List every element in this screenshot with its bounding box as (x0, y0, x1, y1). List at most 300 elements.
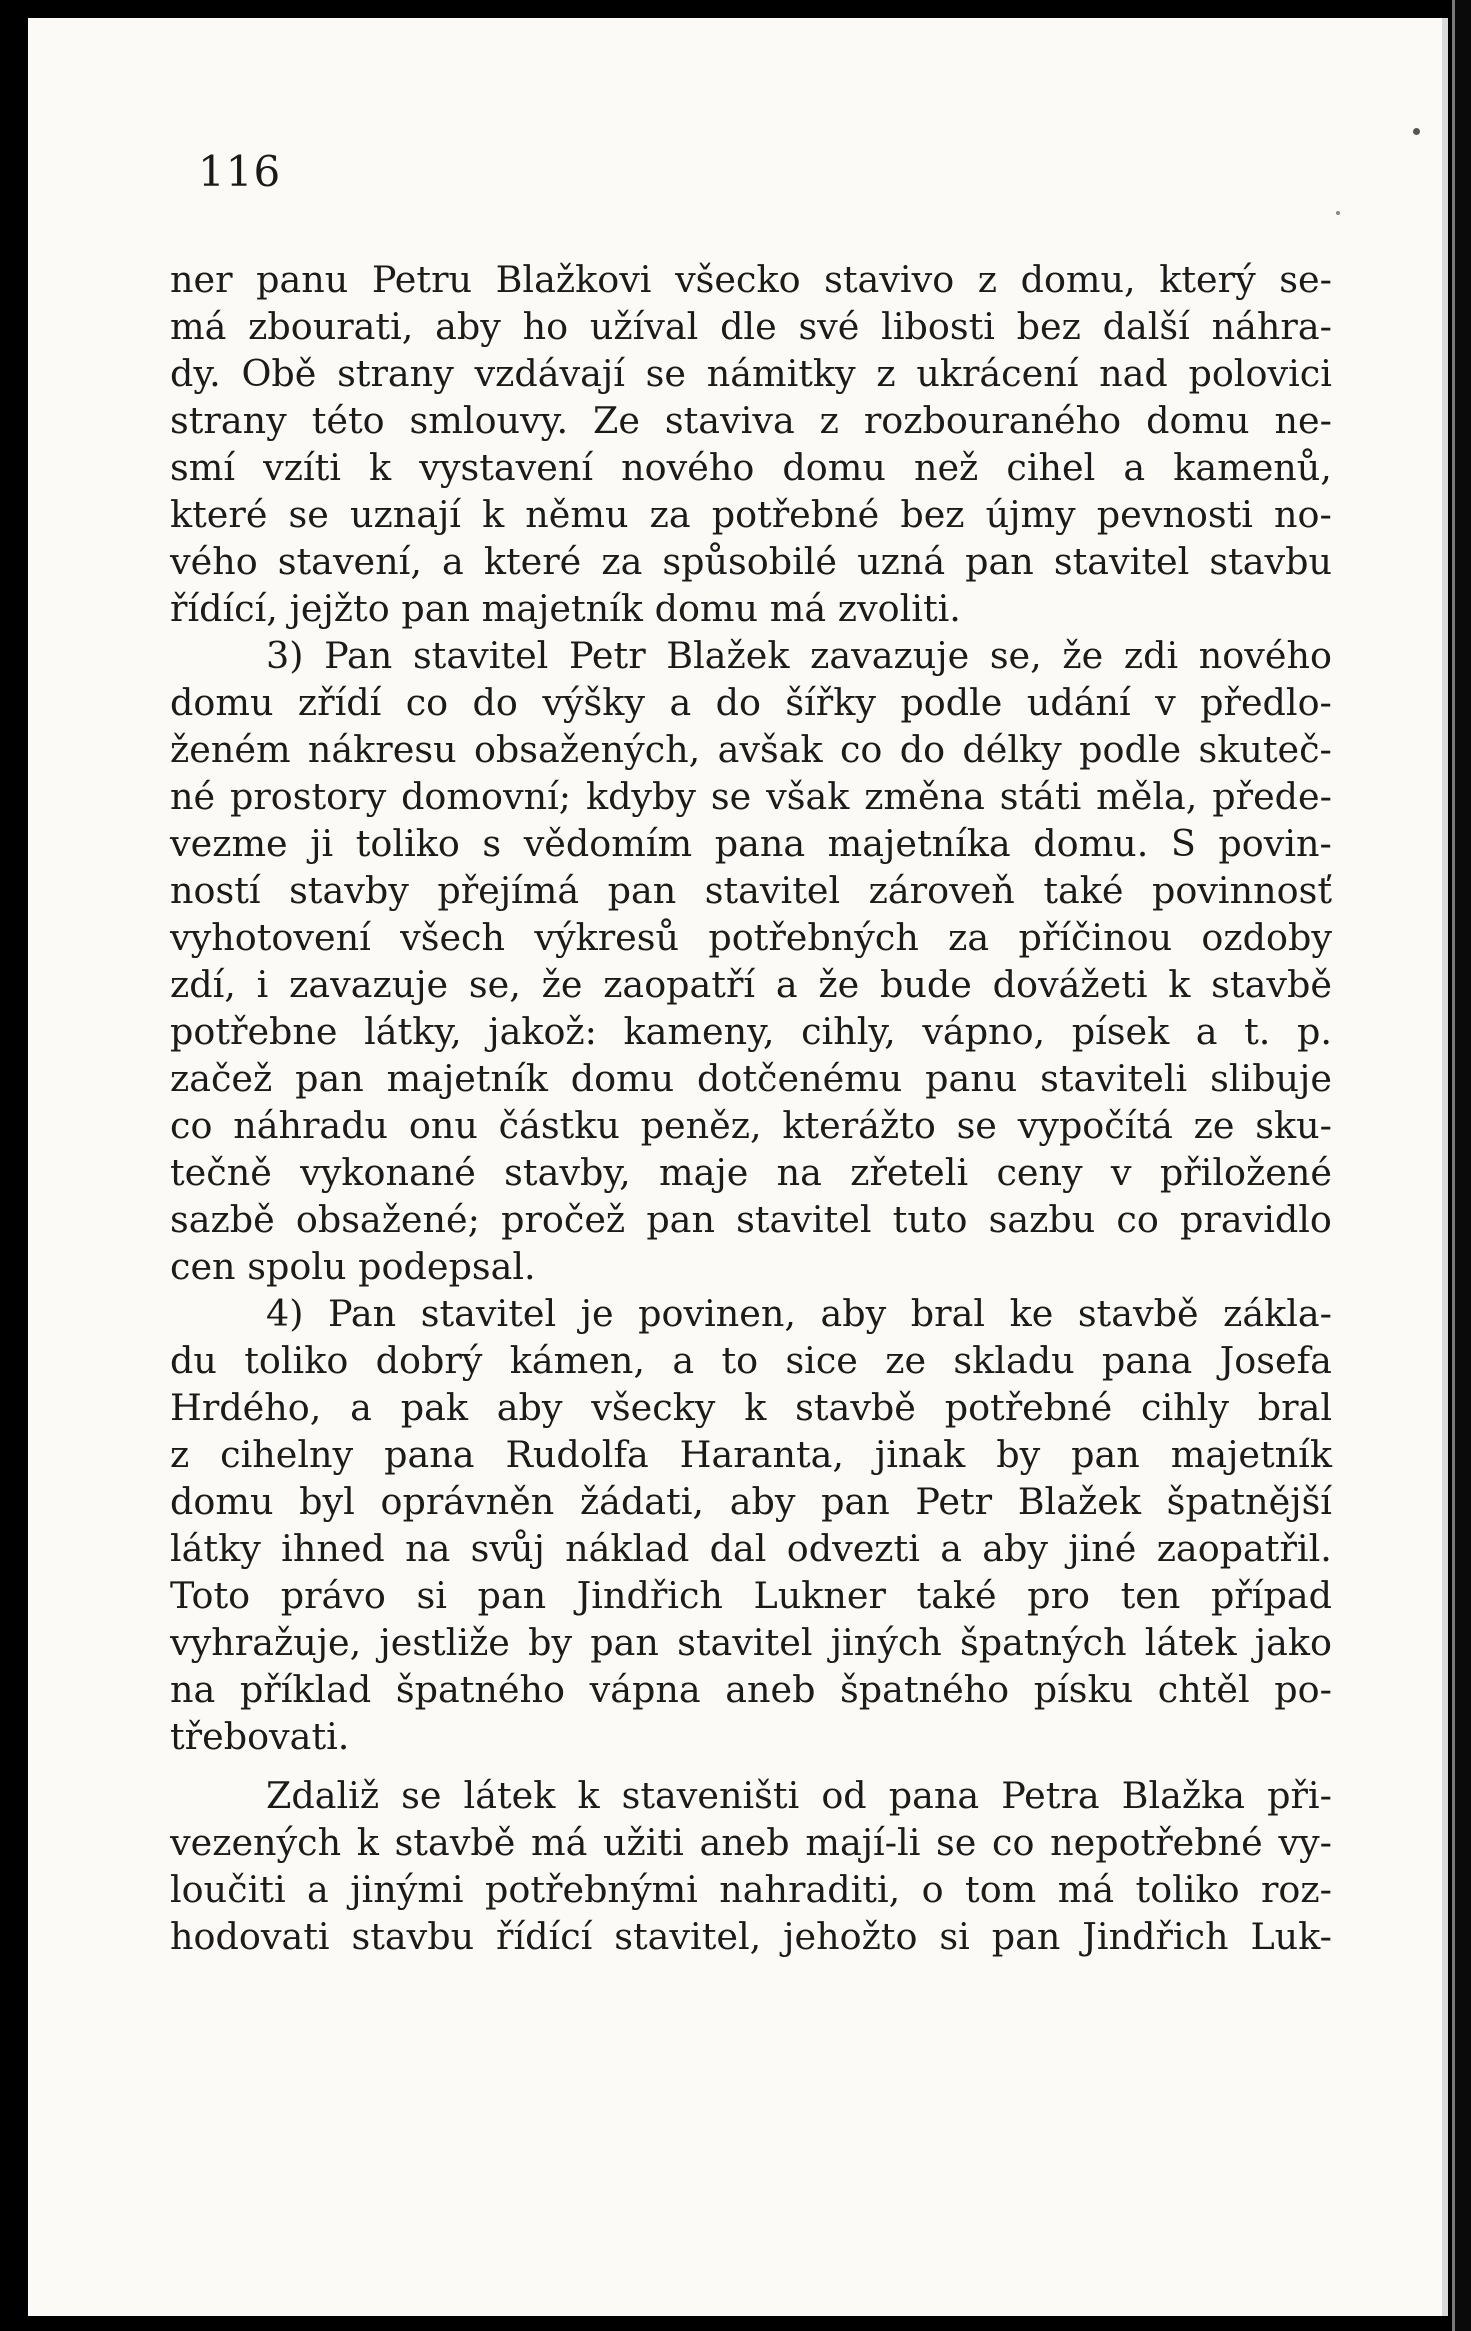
word: domu (570, 1057, 675, 1100)
word: stavitel (704, 869, 841, 912)
word: nahraditi, (719, 1868, 901, 1911)
text-line (170, 1431, 1332, 1478)
word: užíval (589, 305, 699, 348)
word: stavbě (795, 1386, 916, 1429)
word: rozbouraného (863, 399, 1122, 442)
word: du (170, 1339, 217, 1382)
word: ceny (996, 1151, 1083, 1194)
word: stavby, (504, 1151, 631, 1194)
word: co (992, 1821, 1035, 1864)
word: změna (864, 775, 985, 818)
word: němu (525, 493, 629, 536)
word: který (1159, 258, 1256, 301)
word: písek (1071, 1010, 1170, 1053)
word: písku (1033, 1668, 1134, 1711)
word: stavitel (1053, 540, 1190, 583)
word: žádati, (579, 1480, 705, 1523)
word: ten (1120, 1574, 1181, 1617)
word: aby (982, 1527, 1048, 1570)
word: stavbě (394, 1821, 516, 1864)
word: má (170, 305, 227, 348)
word: co (170, 1104, 213, 1147)
word: však (766, 775, 850, 818)
word: dovážeti (992, 963, 1148, 1006)
word: p. (1296, 1010, 1332, 1053)
word: že (818, 963, 860, 1006)
word: vápna (589, 1668, 701, 1711)
word: je (580, 1292, 614, 1335)
word: nepotřebné (1050, 1821, 1263, 1864)
word: Obě (241, 352, 317, 395)
word: ner (170, 258, 233, 301)
word: pan (295, 1057, 364, 1100)
word: cen (170, 1245, 236, 1288)
word: tom (965, 1868, 1037, 1911)
word: by (996, 1433, 1041, 1476)
ink-speck (1413, 128, 1420, 135)
word: všech (400, 916, 506, 959)
word: se- (1279, 258, 1332, 301)
word: kdyby (585, 775, 697, 818)
word: stavitel, (614, 1915, 762, 1958)
word: povinnosť (1151, 869, 1332, 912)
word: po- (1274, 1668, 1332, 1711)
word: vezených (170, 1821, 342, 1864)
word: loučiti (170, 1868, 286, 1911)
word: pevnosti (1096, 493, 1253, 536)
word: a (940, 1527, 962, 1570)
word: zavazuje (810, 634, 970, 677)
word: se (288, 493, 329, 536)
word: náklad (565, 1527, 690, 1570)
word: Ze (592, 399, 640, 442)
word: řídící (496, 1915, 593, 1958)
word: dal (709, 1527, 767, 1570)
word: na (405, 1527, 451, 1570)
word: do (899, 728, 946, 771)
text-line (170, 1149, 1332, 1196)
text-line (170, 1290, 1332, 1337)
text-line (170, 397, 1332, 444)
word: Pan (328, 1292, 397, 1335)
word: dotčenému (697, 1057, 903, 1100)
word: ke (1009, 1292, 1054, 1335)
word: prostory (229, 775, 387, 818)
word: si (416, 1574, 447, 1617)
word: né (170, 775, 216, 818)
word: domu (654, 587, 759, 630)
word: nového (1198, 634, 1332, 677)
text-line (170, 1619, 1332, 1666)
word: které (483, 540, 582, 583)
word: začež (170, 1057, 273, 1100)
word: zřídí (297, 681, 382, 724)
word: Haranta, (679, 1433, 844, 1476)
word: Jindřich (576, 1574, 723, 1617)
word: této (311, 399, 385, 442)
scan-edge (1452, 0, 1471, 2331)
word: libosti (881, 305, 995, 348)
word: potřebných (708, 916, 919, 959)
word: zbourati, (248, 305, 414, 348)
word: domovní; (401, 775, 572, 818)
word: pana (714, 822, 806, 865)
word: domu. (1033, 822, 1149, 865)
word: stavitel (420, 1292, 557, 1335)
word: sazbu (988, 1198, 1096, 1241)
word: ihned (281, 1527, 385, 1570)
word: Petra (1001, 1774, 1100, 1817)
word: byl (299, 1480, 355, 1523)
word: jinak (874, 1433, 966, 1476)
word: majetník (386, 1057, 548, 1100)
word: stavbu (351, 1915, 475, 1958)
word: podle (1079, 728, 1182, 771)
word: cihly, (801, 1010, 896, 1053)
word: nového (621, 446, 755, 489)
word: vyhotovení (170, 916, 371, 959)
word: Blažkovi (495, 258, 652, 301)
word: cihel (1006, 446, 1096, 489)
word: si (939, 1915, 970, 1958)
word: stavení, (277, 540, 422, 583)
text-line (170, 1384, 1332, 1431)
word: staveništi (621, 1774, 800, 1817)
word: a (350, 1386, 372, 1429)
word: Pan (324, 634, 393, 677)
word: příklad (239, 1668, 372, 1711)
word: obsažené; (295, 1198, 480, 1241)
word: náhradu (233, 1104, 389, 1147)
text-line (170, 1478, 1332, 1525)
word: toliko (355, 822, 460, 865)
page-number: 116 (198, 147, 282, 196)
word: to (721, 1339, 759, 1382)
word: zaopatřil. (1156, 1527, 1332, 1570)
word: měla, (1096, 775, 1198, 818)
word: a (669, 681, 692, 724)
word: strany (170, 399, 287, 442)
word: se (401, 1774, 442, 1817)
word: zřeteli (850, 1151, 969, 1194)
word: spolu (247, 1245, 347, 1288)
word: k (577, 1774, 600, 1817)
text-line (170, 1243, 1332, 1290)
word: pan (1071, 1433, 1140, 1476)
word: roz- (1260, 1868, 1332, 1911)
word: že (541, 963, 583, 1006)
word: zákla- (1223, 1292, 1332, 1335)
word: zavazuje (289, 963, 449, 1006)
word: státi (999, 775, 1082, 818)
word: vy- (1278, 1821, 1332, 1864)
word: pana (888, 1774, 980, 1817)
word: a (672, 1339, 695, 1382)
word: pan (590, 1621, 659, 1664)
word: Zdaliž (266, 1774, 380, 1817)
book-page (28, 18, 1448, 2316)
text-line (170, 444, 1332, 491)
word: do (715, 681, 761, 724)
word: stavivo (824, 258, 955, 301)
word: ho (522, 305, 569, 348)
word: hodovati (170, 1915, 330, 1958)
word: ze (1193, 1104, 1235, 1147)
word: i (256, 963, 269, 1006)
word: a (1195, 1010, 1218, 1053)
text-line (170, 350, 1332, 397)
word: mají-li (805, 1821, 921, 1864)
word: při- (1267, 1774, 1332, 1817)
word: pana (384, 1433, 475, 1476)
word: toliko (1135, 1868, 1240, 1911)
word: má (530, 1821, 588, 1864)
word: povinen, (638, 1292, 796, 1335)
word: pan (401, 587, 470, 630)
word: stavbě (1211, 963, 1332, 1006)
word: ozdoby (1201, 916, 1332, 959)
word: Hrdého, (170, 1386, 322, 1429)
word: námitky (706, 352, 856, 395)
word: jinými (350, 1868, 464, 1911)
word: pan (821, 1480, 890, 1523)
word: a (775, 963, 798, 1006)
ink-speck (1336, 211, 1340, 215)
text-line (170, 632, 1332, 679)
word: ze (885, 1339, 927, 1382)
word: právo (280, 1574, 386, 1617)
text-line (170, 1196, 1332, 1243)
word: 4) (266, 1292, 304, 1335)
word: že (1062, 634, 1104, 677)
word: pro (1027, 1574, 1091, 1617)
word: Rudolfa (505, 1433, 649, 1476)
word: Toto (170, 1574, 251, 1617)
text-line (170, 867, 1332, 914)
word: domu, (1020, 258, 1136, 301)
word: tuto (892, 1198, 968, 1241)
word: na (170, 1668, 216, 1711)
word: újmy (985, 493, 1076, 536)
word: náhra- (1211, 305, 1332, 348)
word: výšky (542, 681, 646, 724)
word: za (649, 493, 691, 536)
word: podepsal. (358, 1245, 536, 1288)
word: potřebne (170, 1010, 338, 1053)
word: látky, (364, 1010, 462, 1053)
word: k (369, 446, 392, 489)
word: cihelny (220, 1433, 354, 1476)
word: S (1170, 822, 1196, 865)
word: vzdávají (474, 352, 625, 395)
word: stavbě (1077, 1292, 1199, 1335)
word: co (839, 728, 883, 771)
word: k (482, 493, 505, 536)
word: předlo- (1200, 681, 1332, 724)
word: své (798, 305, 860, 348)
word: potřebné (944, 1386, 1113, 1429)
word: domu (1146, 399, 1250, 442)
word: Petr (569, 634, 646, 677)
word: bude (880, 963, 972, 1006)
word: spůsobilé (662, 540, 838, 583)
word: o (921, 1868, 944, 1911)
word: Petru (371, 258, 473, 301)
paragraph-gap (170, 1760, 1332, 1772)
word: do (472, 681, 518, 724)
word: na (776, 1151, 822, 1194)
text-line (170, 303, 1332, 350)
word: zaopatří (603, 963, 756, 1006)
word: nákresu (307, 728, 457, 771)
word: majetníka (827, 822, 1011, 865)
text-line (170, 1913, 1332, 1960)
word: t. (1244, 1010, 1271, 1053)
word: aby (820, 1292, 887, 1335)
word: bez (1016, 305, 1081, 348)
text-line (170, 961, 1332, 1008)
word: než (913, 446, 979, 489)
word: a (1123, 446, 1146, 489)
word: vykonané (300, 1151, 476, 1194)
word: příčinou (1018, 916, 1173, 959)
word: chtěl (1157, 1668, 1250, 1711)
word: od (821, 1774, 867, 1817)
word: smí (170, 446, 236, 489)
word: látky (170, 1527, 261, 1570)
text-line (170, 914, 1332, 961)
word: se (710, 775, 752, 818)
word: stavbu (1209, 540, 1332, 583)
word: jiných (830, 1621, 942, 1664)
word: stavby (289, 869, 409, 912)
word: k (356, 1821, 379, 1864)
word: pan (607, 869, 677, 912)
word: z (977, 258, 998, 301)
word: Blažek (1017, 1480, 1141, 1523)
word: cihly (1141, 1386, 1229, 1429)
word: aneb (699, 1821, 790, 1864)
word: a (307, 1868, 329, 1911)
word: vého (170, 540, 258, 583)
word: vzíti (263, 446, 341, 489)
word: jakož: (488, 1010, 597, 1053)
word: z (819, 399, 839, 442)
text-line (170, 1525, 1332, 1572)
word: staviva (664, 399, 795, 442)
word: výkresů (534, 916, 679, 959)
word: no- (1274, 493, 1332, 536)
word: uzná (857, 540, 946, 583)
word: špatného (840, 1668, 1010, 1711)
word: v (1110, 1151, 1132, 1194)
word: 3) (266, 634, 304, 677)
word: také (1043, 869, 1124, 912)
word: vystavení (419, 446, 594, 489)
text-line (170, 1337, 1332, 1384)
word: maje (659, 1151, 749, 1194)
text-line (170, 1666, 1332, 1713)
word: Luk- (1250, 1915, 1332, 1958)
word: dle (720, 305, 777, 348)
word: pan (991, 1915, 1061, 1958)
word: svůj (470, 1527, 545, 1570)
word: aby (729, 1480, 796, 1523)
word: podle (900, 681, 1003, 724)
word: zároveň (868, 869, 1015, 912)
word: Blažek (666, 634, 790, 677)
word: pana (1101, 1339, 1193, 1382)
text-line (170, 256, 1332, 303)
word: jehožto (783, 1915, 918, 1958)
word: Josefa (1219, 1339, 1332, 1382)
word: také (916, 1574, 997, 1617)
word: k (1168, 963, 1191, 1006)
text-line (170, 1866, 1332, 1913)
word: které (170, 493, 268, 536)
word: přejímá (437, 869, 580, 912)
word: kterážto (782, 1104, 936, 1147)
word: látek (463, 1774, 556, 1817)
word: potřebné (711, 493, 880, 536)
word: bral (1257, 1386, 1332, 1429)
word: všecko (675, 258, 801, 301)
word: vypočítá (1017, 1104, 1173, 1147)
word: látek (1144, 1621, 1237, 1664)
word: případ (1210, 1574, 1332, 1617)
word: ženém (170, 728, 291, 771)
word: částku (498, 1104, 620, 1147)
word: další (1102, 305, 1190, 348)
word: třebovati. (170, 1715, 350, 1758)
word: smlouvy. (409, 399, 569, 442)
word: dobrý (375, 1339, 483, 1382)
word: z (170, 1433, 190, 1476)
word: má (1057, 1868, 1115, 1911)
word: se (645, 352, 686, 395)
word: nad (1099, 352, 1168, 395)
word: ne- (1274, 399, 1332, 442)
word: Petr (915, 1480, 993, 1523)
text-line (170, 585, 1332, 632)
text-line (170, 773, 1332, 820)
text-line (170, 1572, 1332, 1619)
word: za (601, 540, 643, 583)
word: se, (468, 963, 521, 1006)
word: se, (989, 634, 1042, 677)
word: přiložené (1159, 1151, 1332, 1194)
word: se (956, 1104, 997, 1147)
text-line (170, 1713, 1332, 1760)
word: se (936, 1821, 977, 1864)
word: jejžto (289, 587, 390, 630)
word: za (948, 916, 990, 959)
word: ukrácení (916, 352, 1079, 395)
word: skuteč- (1198, 728, 1332, 771)
body-text (170, 256, 1332, 1960)
text-line (170, 1008, 1332, 1055)
word: a (442, 540, 464, 583)
word: dy. (170, 352, 221, 395)
word: stavitel (677, 1621, 813, 1664)
text-line (170, 820, 1332, 867)
word: aby (496, 1386, 563, 1429)
word: domu (170, 681, 274, 724)
word: tečně (170, 1151, 272, 1194)
word: majetník (481, 587, 643, 630)
word: sice (785, 1339, 858, 1382)
word: skladu (953, 1339, 1075, 1382)
